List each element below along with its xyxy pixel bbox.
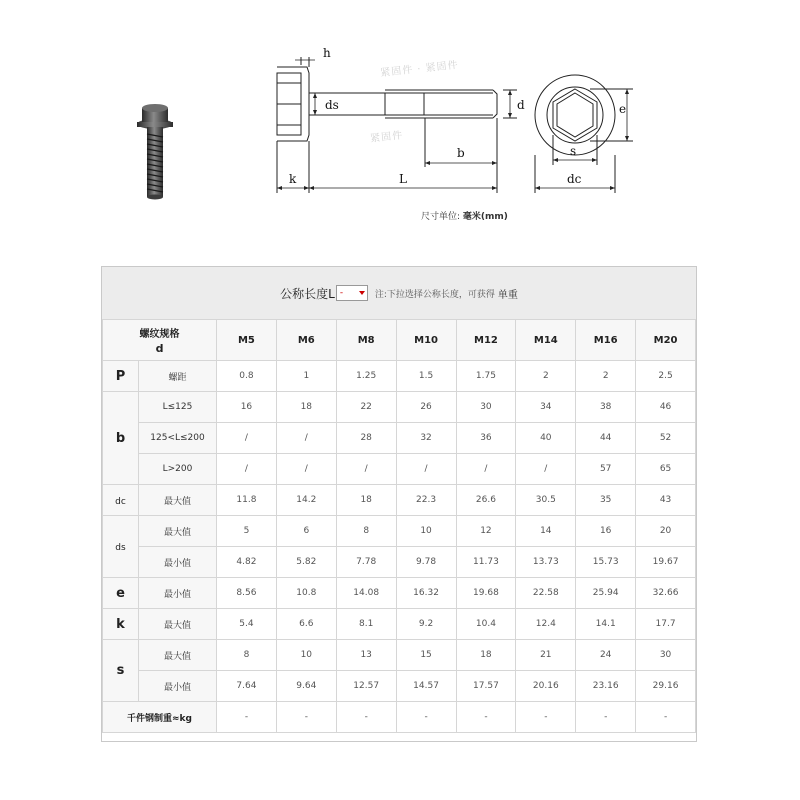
table-cell: / [516, 454, 576, 485]
table-cell: 18 [336, 485, 396, 516]
thread-spec-header [103, 320, 217, 361]
unit-caption-unit: 毫米(mm) [462, 212, 508, 222]
table-cell: 32 [396, 423, 456, 454]
table-cell: 28 [336, 423, 396, 454]
table-cell: 13.73 [516, 547, 576, 578]
table-cell: 1.75 [456, 361, 516, 392]
row-symbol-text: dc [115, 496, 126, 507]
table-cell: 14.57 [396, 671, 456, 702]
size-header: M6 [276, 320, 336, 361]
unit-caption [421, 209, 508, 222]
table-cell: 0.8 [217, 361, 277, 392]
table-cell: 12.4 [516, 609, 576, 640]
table-cell: 2.5 [636, 361, 696, 392]
row-symbol-text: s [116, 663, 125, 678]
table-cell: 26 [396, 392, 456, 423]
table-cell: 30 [456, 392, 516, 423]
label-ds: ds [325, 98, 339, 112]
table-cell: 44 [576, 423, 636, 454]
table-row [103, 454, 696, 485]
table-cell: 1 [276, 361, 336, 392]
row-sub-label: 最小值 [139, 671, 217, 702]
table-cell: 14.1 [576, 609, 636, 640]
row-sub-label: L>200 [139, 454, 217, 485]
table-cell: 35 [576, 485, 636, 516]
row-sub-label: L≤125 [139, 392, 217, 423]
label-dc: dc [567, 172, 582, 186]
table-row [103, 547, 696, 578]
unit-caption-prefix: 尺寸单位: [421, 212, 461, 222]
table-cell: 21 [516, 640, 576, 671]
row-sub-label: 最小值 [139, 578, 217, 609]
length-label: 公称长度L [280, 286, 335, 301]
thread-spec-symbol: d [155, 342, 164, 355]
label-L: L [399, 172, 407, 186]
table-cell: 32.66 [636, 578, 696, 609]
table-cell: 7.78 [336, 547, 396, 578]
table-cell: 16 [576, 516, 636, 547]
label-d: d [517, 98, 525, 112]
table-cell: 5.4 [217, 609, 277, 640]
table-cell: 7.64 [217, 671, 277, 702]
table-cell: 6 [276, 516, 336, 547]
table-cell: 1.25 [336, 361, 396, 392]
length-hint: 注:下拉选择公称长度，可获得 [374, 289, 495, 300]
size-header: M20 [636, 320, 696, 361]
table-row [103, 578, 696, 609]
length-dropdown-value: - [339, 288, 344, 298]
label-h: h [323, 46, 331, 60]
row-symbol [103, 485, 139, 516]
table-row [103, 516, 696, 547]
table-cell: 22 [336, 392, 396, 423]
table-row [103, 609, 696, 640]
table-cell: 5 [217, 516, 277, 547]
table-cell: 22.3 [396, 485, 456, 516]
weight-cell: - [456, 702, 516, 733]
size-header: M10 [396, 320, 456, 361]
table-cell: / [336, 454, 396, 485]
row-sub-label: 最小值 [139, 547, 217, 578]
table-cell: 20 [636, 516, 696, 547]
label-s: s [570, 144, 577, 158]
table-cell: 43 [636, 485, 696, 516]
table-cell: / [456, 454, 516, 485]
unit-weight-label: 单重 [497, 289, 518, 301]
table-cell: 30.5 [516, 485, 576, 516]
row-symbol-text: b [115, 430, 126, 446]
label-e: e [619, 102, 627, 116]
table-cell: 40 [516, 423, 576, 454]
table-cell: 2 [576, 361, 636, 392]
weight-label: 千件钢制重≈kg [103, 702, 217, 733]
table-cell: / [217, 454, 277, 485]
table-cell: 52 [636, 423, 696, 454]
table-cell: 16 [217, 392, 277, 423]
table-cell: 12 [456, 516, 516, 547]
spec-table [102, 319, 696, 733]
table-cell: / [217, 423, 277, 454]
table-row [103, 361, 696, 392]
label-b: b [457, 146, 465, 160]
table-cell: 13 [336, 640, 396, 671]
size-header: M12 [456, 320, 516, 361]
table-cell: 1.5 [396, 361, 456, 392]
table-cell: 16.32 [396, 578, 456, 609]
table-row [103, 640, 696, 671]
weight-cell: - [217, 702, 277, 733]
table-cell: 14.2 [276, 485, 336, 516]
table-cell: 9.78 [396, 547, 456, 578]
length-dropdown[interactable] [336, 285, 368, 301]
row-sub-label: 螺距 [139, 361, 217, 392]
table-cell: 10 [396, 516, 456, 547]
table-cell: 15.73 [576, 547, 636, 578]
table-header-row [103, 320, 696, 361]
table-cell: 10.4 [456, 609, 516, 640]
table-cell: 9.64 [276, 671, 336, 702]
table-cell: 18 [456, 640, 516, 671]
row-sub-label: 最大值 [139, 640, 217, 671]
table-cell: 65 [636, 454, 696, 485]
table-cell: 30 [636, 640, 696, 671]
table-cell: 34 [516, 392, 576, 423]
table-cell: 8 [336, 516, 396, 547]
table-cell: 29.16 [636, 671, 696, 702]
row-symbol-text: k [116, 616, 125, 632]
weight-cell: - [396, 702, 456, 733]
weight-cell: - [576, 702, 636, 733]
table-cell: 20.16 [516, 671, 576, 702]
table-cell: 8.56 [217, 578, 277, 609]
table-cell: 22.58 [516, 578, 576, 609]
row-sub-label: 最大值 [139, 609, 217, 640]
row-sub-label: 最大值 [139, 485, 217, 516]
row-sub-label: 125<L≤200 [139, 423, 217, 454]
length-selector-bar [102, 267, 696, 320]
spec-table-panel [101, 266, 697, 742]
table-cell: 19.67 [636, 547, 696, 578]
thread-spec-label: 螺纹规格 [139, 329, 180, 340]
table-cell: 18 [276, 392, 336, 423]
watermark: 紧固件 · 紧固件 [379, 59, 460, 80]
row-symbol [103, 516, 139, 578]
table-cell: 4.82 [217, 547, 277, 578]
table-cell: / [276, 423, 336, 454]
table-cell: 17.57 [456, 671, 516, 702]
weight-cell: - [336, 702, 396, 733]
table-row [103, 392, 696, 423]
bolt-photo [130, 100, 180, 210]
label-k: k [289, 172, 297, 186]
row-symbol [103, 640, 139, 702]
chevron-down-icon [359, 291, 365, 295]
table-cell: 25.94 [576, 578, 636, 609]
table-cell: 11.73 [456, 547, 516, 578]
size-header: M5 [217, 320, 277, 361]
weight-cell: - [636, 702, 696, 733]
table-cell: 26.6 [456, 485, 516, 516]
table-cell: 9.2 [396, 609, 456, 640]
row-symbol [103, 361, 139, 392]
row-sub-label: 最大值 [139, 516, 217, 547]
table-cell: 5.82 [276, 547, 336, 578]
table-row [103, 485, 696, 516]
table-cell: 38 [576, 392, 636, 423]
size-header: M8 [336, 320, 396, 361]
row-symbol-text: e [116, 585, 125, 601]
table-cell: 15 [396, 640, 456, 671]
size-header: M16 [576, 320, 636, 361]
table-cell: 11.8 [217, 485, 277, 516]
table-cell: / [396, 454, 456, 485]
table-cell: 8 [217, 640, 277, 671]
table-row [103, 423, 696, 454]
table-cell: 14.08 [336, 578, 396, 609]
row-symbol-text: P [115, 368, 126, 384]
table-cell: 24 [576, 640, 636, 671]
table-cell: 57 [576, 454, 636, 485]
weight-cell: - [276, 702, 336, 733]
table-cell: 19.68 [456, 578, 516, 609]
table-row [103, 671, 696, 702]
table-cell: 23.16 [576, 671, 636, 702]
table-cell: 10.8 [276, 578, 336, 609]
row-symbol [103, 392, 139, 485]
table-cell: 10 [276, 640, 336, 671]
table-cell: 8.1 [336, 609, 396, 640]
weight-cell: - [516, 702, 576, 733]
table-cell: 36 [456, 423, 516, 454]
size-header: M14 [516, 320, 576, 361]
weight-row [103, 702, 696, 733]
watermark: 紧固件 [369, 130, 404, 145]
row-symbol [103, 578, 139, 609]
row-symbol [103, 609, 139, 640]
table-cell: 17.7 [636, 609, 696, 640]
table-cell: / [276, 454, 336, 485]
table-cell: 46 [636, 392, 696, 423]
table-cell: 14 [516, 516, 576, 547]
table-cell: 2 [516, 361, 576, 392]
table-cell: 12.57 [336, 671, 396, 702]
row-symbol-text: ds [115, 543, 126, 553]
table-cell: 6.6 [276, 609, 336, 640]
